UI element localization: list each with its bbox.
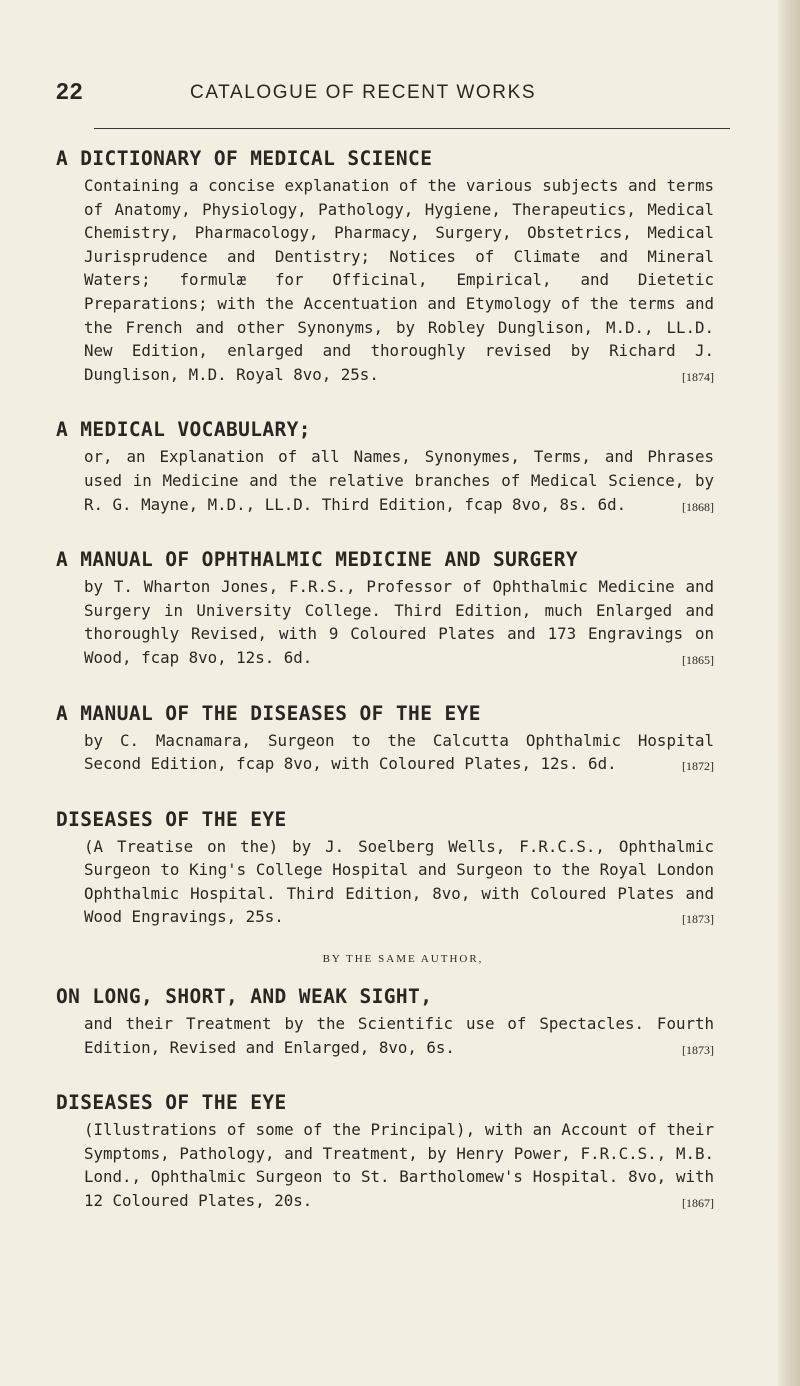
entry-year: [1873]	[682, 1042, 714, 1057]
entry-description-text: by C. Macnamara, Surgeon to the Calcutta Ophthalmic Hospital Second Edition, fcap 8vo, with Coloured Plates, 12s. 6d.	[84, 730, 714, 774]
entry-title: A MANUAL OF OPHTHALMIC MEDICINE AND SURGERY	[56, 548, 579, 572]
entry-title: A MEDICAL VOCABULARY;	[56, 418, 311, 442]
entry-year: [1865]	[682, 652, 714, 667]
entry-description-text: and their Treatment by the Scientific use of Spectacles. Fourth Edition, Revised and Enlarged, 8vo, 6s.	[84, 1014, 714, 1057]
entry-description-text: by T. Wharton Jones, F.R.S., Professor of Ophthalmic Medicine and Surgery in University College. Third Edition, much Enlarged and thoroughly Revised, with 9 Coloured Plates and 173 Engravings on Wood, fcap 8vo, 12s. 6d.	[84, 577, 714, 667]
entry-title: A MANUAL OF THE DISEASES OF THE EYE	[56, 701, 481, 725]
entry-description-text: Containing a concise explanation of the various subjects and terms of Anatomy, Physiology, Pathology, Hygiene, Therapeutics, Medical Chemistry, Pharmacology, Pharmacy, Surgery, Obstetrics, Medical Jurisprudence and Dentistry; Notices of Climate and Mineral Waters; formulæ for Officinal, Empirical, and Dietetic Preparations; with the Accentuation and Etymology of the terms and the French and other Synonyms, by Robley Dunglison, M.D., LL.D. New Edition, enlarged and thoroughly revised by Richard J. Dunglison, M.D. Royal 8vo, 25s.	[84, 176, 714, 384]
entry-title: DISEASES OF THE EYE	[56, 807, 287, 831]
entry-year: [1874]	[682, 369, 714, 384]
entry-title: ON LONG, SHORT, AND WEAK SIGHT,	[56, 985, 433, 1009]
entry-description	[84, 1012, 714, 1059]
running-head: CATALOGUE OF RECENT WORKS	[190, 82, 537, 103]
catalogue-entry	[58, 416, 748, 516]
entry-description	[84, 835, 714, 929]
page-edge-shadow	[778, 0, 800, 1386]
entry-title: DISEASES OF THE EYE	[56, 1091, 287, 1115]
catalogue-entry	[58, 1089, 748, 1212]
entry-description-text: (A Treatise on the) by J. Soelberg Wells, F.R.C.S., Ophthalmic Surgeon to King's College Hospital and Surgeon to the Royal London Ophthalmic Hospital. Third Edition, 8vo, with Coloured Plates and Wood Engravings, 25s.	[84, 836, 714, 927]
entry-description-text: (Illustrations of some of the Principal), with an Account of their Symptoms, Pathology, and Treatment, by Henry Power, F.R.C.S., M.B. Lond., Ophthalmic Surgeon to St. Bartholomew's Hospital. 8vo, with 12 Coloured Plates, 20s.	[84, 1120, 714, 1211]
entry-description	[84, 575, 714, 669]
entry-year: [1867]	[682, 1196, 714, 1211]
entry-description	[84, 174, 714, 386]
catalogue-entry	[58, 983, 748, 1059]
entry-description	[84, 1118, 714, 1212]
catalogue-entry	[58, 546, 748, 669]
same-author-label: BY THE SAME AUTHOR,	[322, 953, 484, 966]
entry-year: [1868]	[682, 499, 714, 514]
catalogue-entry	[58, 806, 748, 929]
entry-title: A DICTIONARY OF MEDICAL SCIENCE	[56, 147, 433, 170]
page-number: 22	[56, 78, 84, 104]
catalogue-entries	[58, 145, 748, 1243]
header-rule	[94, 128, 730, 129]
entry-year: [1873]	[682, 912, 714, 927]
entry-description-text: or, an Explanation of all Names, Synonymes, Terms, and Phrases used in Medicine and the relative branches of Medical Science, by R. G. Mayne, M.D., LL.D. Third Edition, fcap 8vo, 8s. 6d.	[84, 447, 714, 514]
entry-description	[84, 729, 714, 776]
page-header	[0, 78, 800, 118]
catalogue-entry	[58, 145, 748, 386]
entry-description	[84, 445, 714, 516]
catalogue-entry	[58, 700, 748, 776]
entry-year: [1872]	[682, 759, 714, 774]
